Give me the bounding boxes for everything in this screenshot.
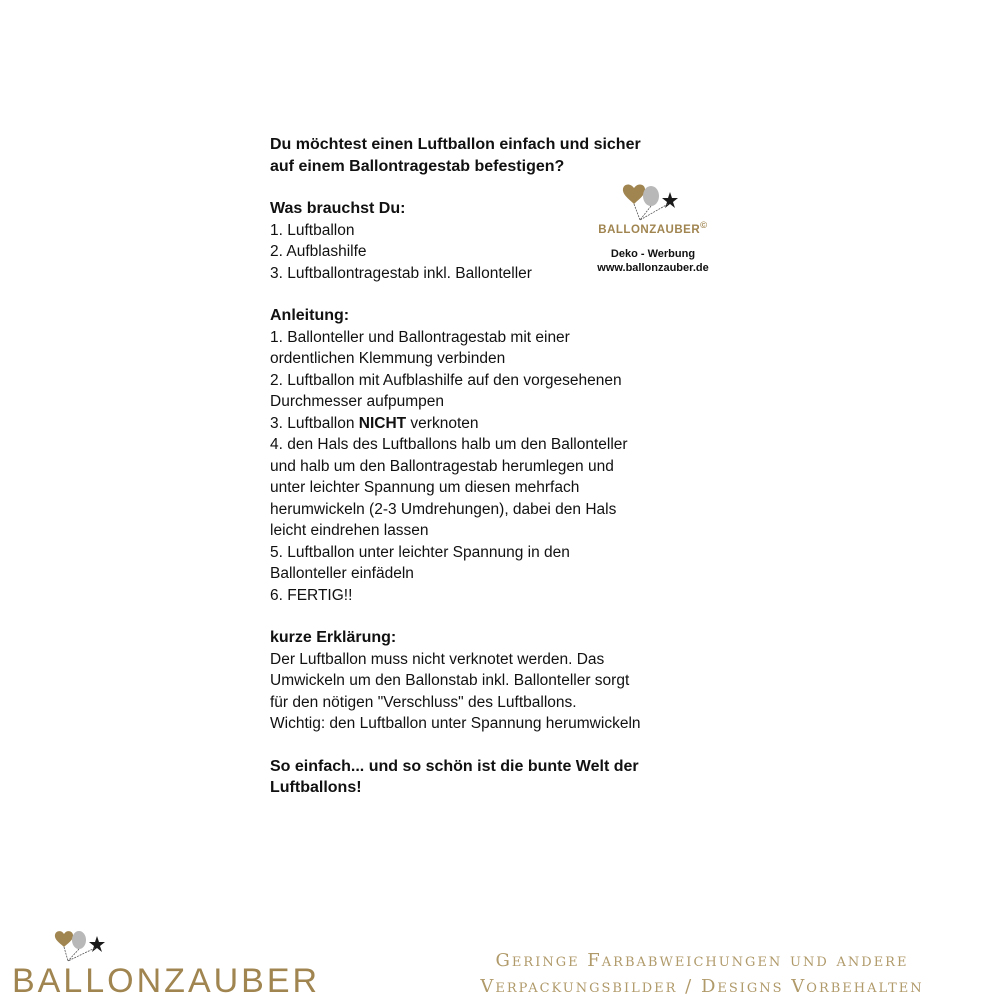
step-3-suffix: verknoten	[406, 414, 479, 432]
doc-title-line-1: Du möchtest einen Luftballon einfach und sicher	[270, 136, 641, 153]
explanation-heading: kurze Erklärung:	[270, 629, 397, 646]
instruction-line: und halb um den Ballontragestab herumlegen und	[270, 457, 614, 475]
instruction-line: 1. Ballonteller und Ballontragestab mit einer	[270, 328, 570, 346]
instruction-line: 2. Luftballon mit Aufblashilfe auf den vorgesehenen	[270, 371, 622, 389]
explanation-line: Umwickeln um den Ballonstab inkl. Ballonteller sorgt	[270, 672, 630, 689]
disclaimer	[412, 948, 992, 1000]
footer-balloons-icon	[52, 928, 112, 962]
instruction-line: herumwickeln (2-3 Umdrehungen), dabei den Hals	[270, 500, 617, 518]
instruction-line: leicht eindrehen lassen	[270, 522, 429, 539]
instruction-line: 5. Luftballon unter leichter Spannung in den	[270, 543, 570, 561]
needs-heading: Was brauchst Du:	[270, 200, 406, 217]
closing-line-1: So einfach... und so schön ist die bunte Welt der	[270, 757, 639, 775]
ballonzauber-logo	[578, 182, 728, 282]
instruction-line-step-3	[270, 413, 710, 435]
step-3-prefix: 3. Luftballon	[270, 414, 359, 432]
needs-item: 1. Luftballon	[270, 221, 355, 239]
logo-website: www.ballonzauber.de	[597, 261, 709, 274]
logo-tagline: Deko - Werbung	[610, 247, 696, 260]
needs-item: 3. Luftballontragestab inkl. Ballonteller	[270, 264, 532, 282]
needs-item: 2. Aufblashilfe	[270, 243, 367, 260]
instruction-line: ordentlichen Klemmung verbinden	[270, 350, 506, 367]
explanation-line: Der Luftballon muss nicht verknotet werden. Das	[270, 650, 605, 668]
doc-title-line-2: auf einem Ballontragestab befestigen?	[270, 157, 565, 175]
disclaimer-line-1: Geringe Farbabweichungen und andere	[495, 950, 909, 971]
logo-brand: BALLONZAUBER©	[598, 220, 708, 236]
instruction-line: Ballonteller einfädeln	[270, 565, 414, 582]
footer-brand: BALLONZAUBER	[12, 962, 321, 1000]
explanation-line: für den nötigen "Verschluss" des Luftballons.	[270, 693, 577, 711]
explanation-line: Wichtig: den Luftballon unter Spannung herumwickeln	[270, 715, 641, 732]
instruction-line: 4. den Hals des Luftballons halb um den Ballonteller	[270, 436, 628, 453]
instruction-line: Durchmesser aufpumpen	[270, 393, 445, 410]
closing-line-2: Luftballons!	[270, 779, 362, 796]
instructions-heading: Anleitung:	[270, 307, 350, 324]
disclaimer-line-2: Verpackungsbilder / Designs Vorbehalten	[480, 976, 924, 997]
footer-logo	[12, 928, 402, 1000]
instruction-line: unter leichter Spannung um diesen mehrfach	[270, 479, 580, 496]
balloons-icon	[618, 182, 688, 222]
instruction-line: 6. FERTIG!!	[270, 586, 353, 604]
step-3-emphasis: NICHT	[358, 414, 407, 432]
